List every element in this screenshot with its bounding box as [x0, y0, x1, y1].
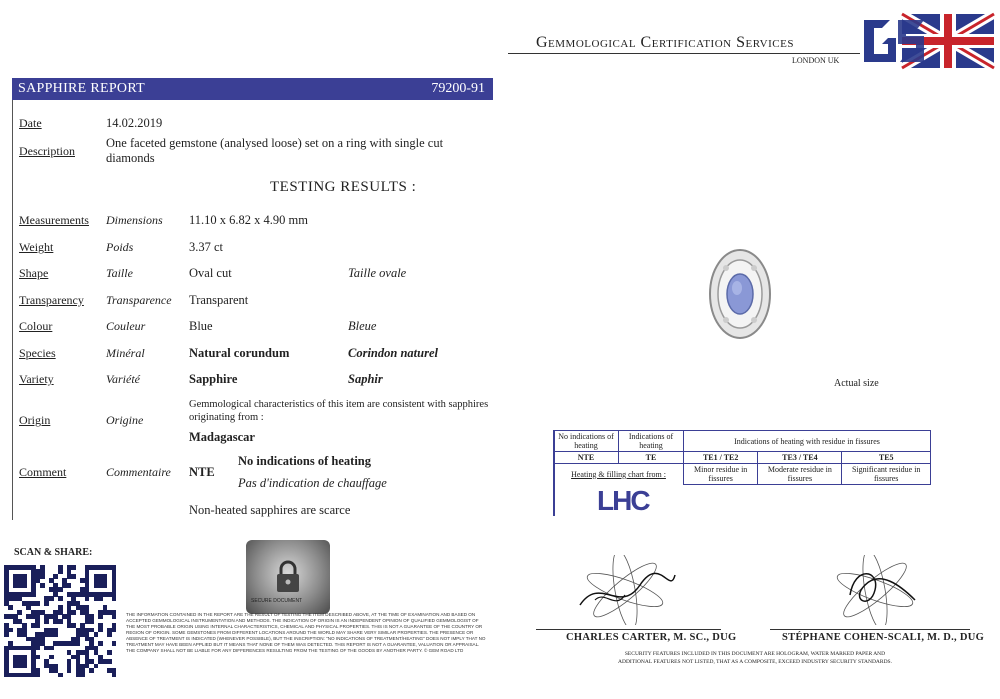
- result-fr-label: Couleur: [106, 319, 146, 333]
- result-value: 11.10 x 6.82 x 4.90 mm: [189, 213, 308, 227]
- comment-en: No indications of heating: [238, 454, 372, 468]
- report-title: SAPPHIRE REPORT: [18, 81, 145, 96]
- rarity-note: Non-heated sapphires are scarce: [189, 503, 351, 517]
- result-fr-label: Transparence: [106, 293, 172, 307]
- heating-table: [553, 430, 931, 485]
- heat-desc: Significant residue in fissures: [842, 464, 931, 485]
- heat-col-te-header: Indications of heating: [619, 431, 684, 452]
- scan-share-label: SCAN & SHARE:: [14, 547, 93, 558]
- result-value-fr: Taille ovale: [348, 266, 407, 280]
- heat-code: TE3 / TE4: [758, 452, 842, 464]
- heat-code: TE: [619, 452, 684, 464]
- heat-code: NTE: [554, 452, 619, 464]
- hologram-label: SECURE DOCUMENT: [251, 598, 303, 604]
- heat-desc: Moderate residue in fissures: [758, 464, 842, 485]
- origin-text: Gemmological characteristics of this item are consistent with sapphires originating from :: [189, 399, 489, 423]
- result-label: Shape: [19, 266, 49, 280]
- result-value: Blue: [189, 319, 213, 333]
- heating-table-rule: [553, 430, 555, 516]
- gcs-logo: [862, 12, 996, 70]
- result-label: Variety: [19, 372, 54, 386]
- heat-code: TE5: [842, 452, 931, 464]
- lock-icon: [273, 560, 303, 594]
- qr-code[interactable]: [4, 565, 116, 677]
- result-value: 3.37 ct: [189, 240, 224, 254]
- origin-value: Madagascar: [189, 430, 255, 444]
- result-label: Species: [19, 346, 56, 360]
- heat-col-residue-header: Indications of heating with residue in fissures: [684, 431, 931, 452]
- result-fr-label: Variété: [106, 372, 140, 386]
- signer-right: STÉPHANE COHEN-SCALI, M. D., DUG: [782, 632, 985, 643]
- comment-code: NTE: [189, 465, 215, 479]
- heat-col-nte-header: No indications of heating: [554, 431, 619, 452]
- comment-fr-label: Commentaire: [106, 465, 171, 479]
- description-value: One faceted gemstone (analysed loose) set on a ring with single cut diamonds: [106, 136, 444, 165]
- result-label: Weight: [19, 240, 54, 254]
- heat-chart-link[interactable]: Heating & filling chart from :: [554, 464, 684, 485]
- report-header: [12, 78, 493, 100]
- description-label: Description: [19, 144, 75, 158]
- result-label: Colour: [19, 319, 53, 333]
- result-value-fr: Bleue: [348, 319, 377, 333]
- signature-carter: [570, 555, 680, 625]
- origin-label: Origin: [19, 413, 51, 427]
- testing-results-heading: TESTING RESULTS :: [270, 179, 417, 195]
- date-value: 14.02.2019: [106, 116, 163, 130]
- result-value: Sapphire: [189, 372, 238, 386]
- comment-label: Comment: [19, 465, 67, 479]
- result-fr-label: Taille: [106, 266, 133, 280]
- signature-line-left: [536, 629, 721, 630]
- lab-location: LONDON UK: [792, 56, 840, 65]
- lab-underline: [508, 53, 860, 54]
- date-label: Date: [19, 116, 42, 130]
- result-value: Transparent: [189, 293, 249, 307]
- signature-line-right: [770, 629, 970, 630]
- origin-fr-label: Origine: [106, 413, 144, 427]
- lab-name: Gemmological Certification Services: [536, 34, 794, 51]
- result-label: Measurements: [19, 213, 89, 227]
- heat-desc: Minor residue in fissures: [684, 464, 758, 485]
- result-fr-label: Minéral: [106, 346, 145, 360]
- result-fr-label: Dimensions: [106, 213, 163, 227]
- comment-fr-text: Pas d'indication de chauffage: [238, 476, 387, 490]
- heat-code: TE1 / TE2: [684, 452, 758, 464]
- result-value: Natural corundum: [189, 346, 290, 360]
- report-number: 79200-91: [431, 81, 485, 96]
- actual-size-caption: Actual size: [834, 378, 879, 389]
- security-note: SECURITY FEATURES INCLUDED IN THIS DOCUMENT ARE HOLOGRAM, WATER MARKED PAPER AND ADDITIONAL FEATURES NOT LISTED, THAT AS A COMPOSITE, EXCEED INDUSTRY SECURITY STANDARDS.: [618, 651, 892, 665]
- ring-photo: [700, 244, 780, 344]
- result-label: Transparency: [19, 293, 84, 307]
- result-fr-label: Poids: [106, 240, 134, 254]
- result-value-fr: Saphir: [348, 372, 383, 386]
- disclaimer-text: THE INFORMATION CONTAINED IN THE REPORT ARE THE RESULT OF TESTING THE ITEM DESCRIBED ABOVE, AT THE TIME OF EXAMINATION AND BASED ON ACCEPTED GEMMOLOGICAL INSTRUMENTATION AND METHODS. THE INDICATION OF ORIGIN IS AN INDEPENDENT OPINION OF QUALIFIED GEMMOLOGIST OF THE MOST PROBABLE ORIGIN USING INTERNAL CHARACTERISTICS, CHEMICAL AND PHYSICAL PROPERTIES. THIS IS NOT A GUARANTEE OF THE COUNTRY OR REGION OF ORIGIN. SOME GEMSTONES FROM DIFFERENT LOCATIONS AROUND THE WORLD MAY SHARE VERY SIMILAR PROPERTIES. THE PRESENCE OR ABSENCE OF TREATMENT IS INDICATED (WHENEVER POSSIBLE), BUT THE INSCRIPTION: "NO INDICATIONS OF TREATMENT/HEATING" DOES NOT IMPLY THAT NO TREATMENT MAY HAVE BEEN APPLIED BUT IT MEANS THAT NONE OF THEM WAS DETECTED. THIS REPORT IS NOT A GUARANTEE, VALUATION OR APPRAISAL. THE COMPANY SHALL NOT BE LIABLE FOR ANY DIFFERENCES RESULTING FROM THE TESTING OF THE GOODS BY ANOTHER PARTY. © GEM ROAD LTD: [126, 612, 486, 653]
- signature-cohen-scali: [820, 555, 930, 625]
- signer-left: CHARLES CARTER, M. SC., DUG: [566, 632, 737, 643]
- result-value-fr: Corindon naturel: [348, 346, 438, 360]
- result-value: Oval cut: [189, 266, 232, 280]
- lhc-logo: LHC: [597, 485, 649, 516]
